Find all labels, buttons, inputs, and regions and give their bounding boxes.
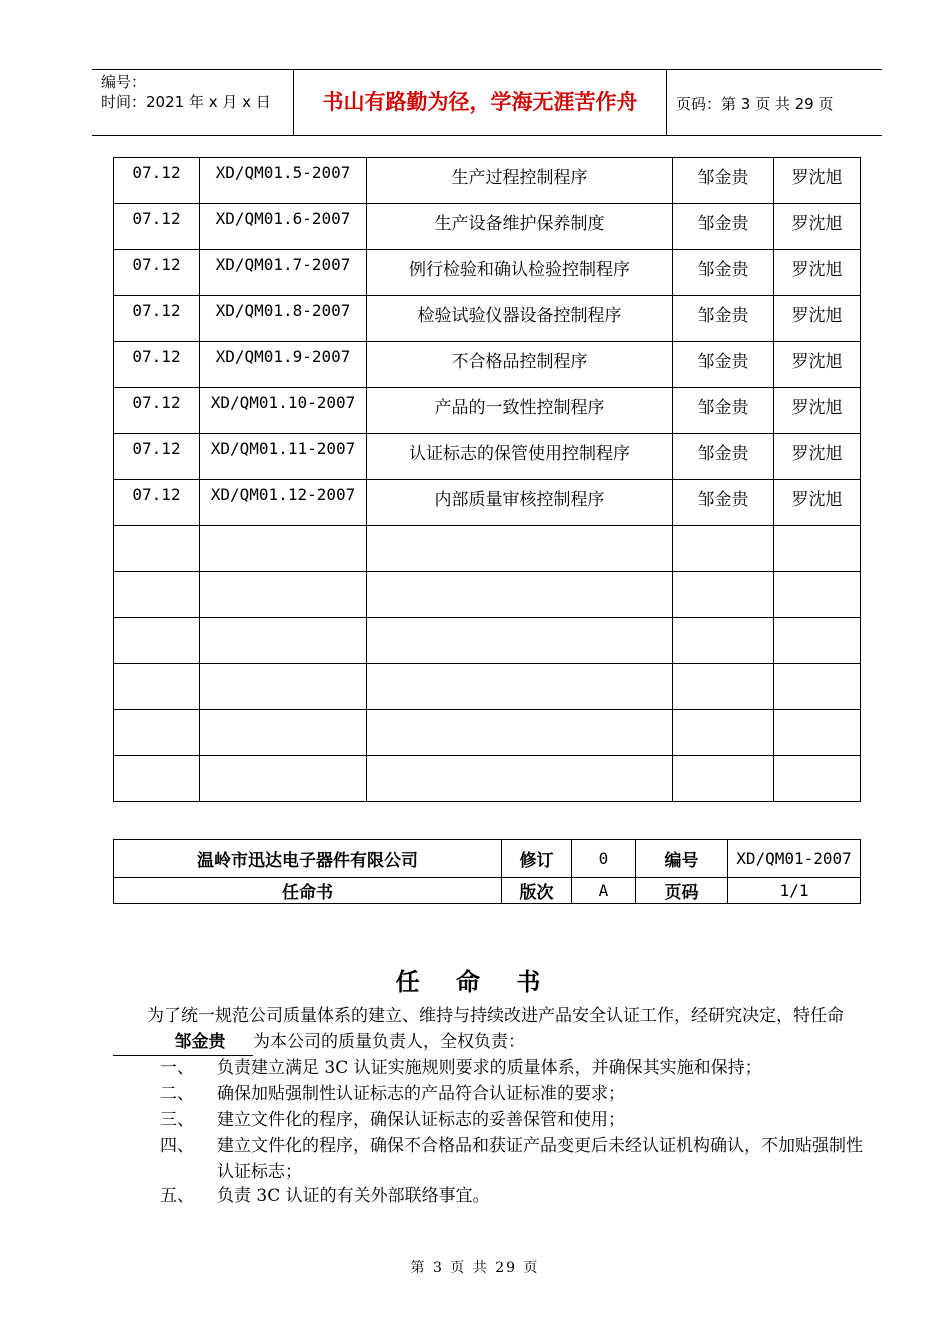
appointee-name: 邹金贵 [113,1029,253,1056]
number-value: XD/QM01-2007 [728,840,861,878]
cell-date: 07.12 [114,250,200,296]
revision-label: 修订 [502,840,572,878]
cell-code: XD/QM01.5-2007 [200,158,367,204]
empty-row [114,664,861,710]
header-meta [101,72,271,112]
cell-person-b: 罗沈旭 [774,158,861,204]
cell-person-b: 罗沈旭 [774,388,861,434]
cell-title: 检验试验仪器设备控制程序 [367,296,673,342]
header-divider [666,69,667,136]
table-row [114,250,861,296]
cell-person-a: 邹金贵 [673,250,774,296]
table-row [114,480,861,526]
header-page-label: 页码：第 3 页 共 29 页 [676,95,834,113]
cell-title: 认证标志的保管使用控制程序 [367,434,673,480]
table-row [114,342,861,388]
item-text: 负责建立满足 3C 认证实施规则要求的质量体系，并确保其实施和保持； [217,1058,762,1078]
letter-title: 任 命 书 [395,967,555,996]
item-text: 负责 3C 认证的有关外部联络事宜。 [217,1186,490,1206]
cell-person-a: 邹金贵 [673,434,774,480]
number-label: 编号 [636,840,728,878]
cell-date: 07.12 [114,434,200,480]
company-name: 温岭市迅达电子器件有限公司 [114,840,502,878]
cell-person-b: 罗沈旭 [774,250,861,296]
cell-code: XD/QM01.7-2007 [200,250,367,296]
cell-person-b: 罗沈旭 [774,296,861,342]
cell-date: 07.12 [114,480,200,526]
letter-intro [113,1003,853,1056]
empty-row [114,756,861,802]
cell-code: XD/QM01.10-2007 [200,388,367,434]
cell-person-a: 邹金贵 [673,388,774,434]
item-number: 一、 [160,1058,194,1078]
item-number: 二、 [160,1084,194,1104]
intro-text-end: 为本公司的质量负责人，全权负责： [253,1032,525,1052]
cell-date: 07.12 [114,342,200,388]
item-number: 四、 [160,1136,194,1156]
cell-person-a: 邹金贵 [673,296,774,342]
header-bottom-rule [92,135,882,136]
cell-code: XD/QM01.12-2007 [200,480,367,526]
edition-label: 版次 [502,878,572,904]
info-row [114,878,861,904]
cell-title: 生产过程控制程序 [367,158,673,204]
cell-person-a: 邹金贵 [673,480,774,526]
cell-date: 07.12 [114,158,200,204]
intro-text: 为了统一规范公司质量体系的建立、维持与持续改进产品安全认证工作，经研究决定，特任命 [147,1006,844,1026]
item-number: 五、 [160,1186,194,1206]
item-text: 确保加贴强制性认证标志的产品符合认证标准的要求； [217,1084,625,1104]
table-row [114,296,861,342]
cell-title: 生产设备维护保养制度 [367,204,673,250]
page-footer: 第 3 页 共 29 页 [410,1260,540,1276]
item-text: 建立文件化的程序，确保不合格品和获证产品变更后未经认证机构确认，不加贴强制性认证标志； [217,1136,863,1182]
cell-person-a: 邹金贵 [673,204,774,250]
cell-code: XD/QM01.6-2007 [200,204,367,250]
cell-person-b: 罗沈旭 [774,434,861,480]
cell-person-b: 罗沈旭 [774,342,861,388]
header-top-rule [92,69,882,70]
edition-value: A [572,878,636,904]
item-number: 三、 [160,1110,194,1130]
table-row [114,434,861,480]
cell-code: XD/QM01.9-2007 [200,342,367,388]
empty-row [114,526,861,572]
page-label: 页码 [636,878,728,904]
cell-title: 不合格品控制程序 [367,342,673,388]
doc-name: 任命书 [114,878,502,904]
cell-title: 产品的一致性控制程序 [367,388,673,434]
empty-row [114,572,861,618]
page-value: 1/1 [728,878,861,904]
cell-code: XD/QM01.8-2007 [200,296,367,342]
document-info-table [113,839,861,904]
header-number-label: 编号： [101,73,147,91]
empty-row [114,710,861,756]
info-row [114,840,861,878]
cell-title: 内部质量审核控制程序 [367,480,673,526]
cell-date: 07.12 [114,296,200,342]
cell-title: 例行检验和确认检验控制程序 [367,250,673,296]
header-time-label: 时间：2021 年 x 月 x 日 [101,93,271,111]
table-row [114,204,861,250]
cell-date: 07.12 [114,388,200,434]
cell-person-b: 罗沈旭 [774,480,861,526]
table-row [114,158,861,204]
empty-row [114,618,861,664]
cell-date: 07.12 [114,204,200,250]
cell-person-a: 邹金贵 [673,342,774,388]
item-text: 建立文件化的程序，确保认证标志的妥善保管和使用； [217,1110,625,1130]
header-motto: 书山有路勤为径，学海无涯苦作舟 [322,90,638,114]
cell-person-b: 罗沈旭 [774,204,861,250]
revision-value: 0 [572,840,636,878]
cell-code: XD/QM01.11-2007 [200,434,367,480]
table-row [114,388,861,434]
document-record-table [113,157,861,802]
cell-person-a: 邹金贵 [673,158,774,204]
